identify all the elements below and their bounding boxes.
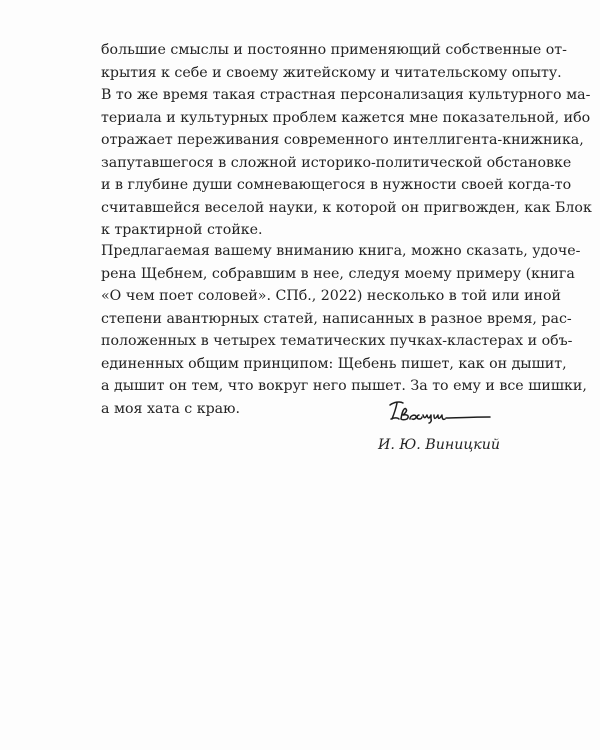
text-line: В то же время такая страстная персонализация культурного ма- xyxy=(101,87,591,103)
text-line: «О чем поет соловей». СПб., 2022) несколько в той или иной xyxy=(101,288,561,304)
text-line: запутавшегося в сложной историко-политической обстановке xyxy=(101,154,572,171)
text-line: крытия к себе и своему житейскому и читательскому опыту. xyxy=(101,64,562,81)
text-line: большие смыслы и постоянно применяющий собственные от- xyxy=(101,42,567,58)
text-line: считавшейся веселой науки, к которой он пригвожден, как Блок xyxy=(101,199,592,216)
text-line: и в глубине души сомневающегося в нужности своей когда-то xyxy=(101,177,572,193)
handwritten-signature-icon xyxy=(386,392,496,428)
paragraph-1 xyxy=(101,39,592,242)
text-line: степени авантюрных статей, написанных в разное время, рас- xyxy=(101,310,572,327)
text-line: Предлагаемая вашему вниманию книга, можно сказать, удоче- xyxy=(101,243,581,259)
text-line: отражает переживания современного интеллигента-книжника, xyxy=(101,132,584,148)
text-line: единенных общим принципом: Щебень пишет, как он дышит, xyxy=(101,355,567,372)
author-name: И. Ю. Виницкий xyxy=(377,437,500,453)
text-line: положенных в четырех тематических пучках-кластерах и объ- xyxy=(101,333,573,349)
text-line: рена Щебнем, собравшим в нее, следуя моему примеру (книга xyxy=(101,265,575,282)
text-line: а дышит он тем, что вокруг него пышет. За то ему и все шишки, xyxy=(101,378,587,394)
text-line: териала и культурных проблем кажется мне показательной, ибо xyxy=(101,109,591,126)
text-line: а моя хата с краю. xyxy=(101,400,241,417)
text-line: к трактирной стойке. xyxy=(101,222,263,238)
